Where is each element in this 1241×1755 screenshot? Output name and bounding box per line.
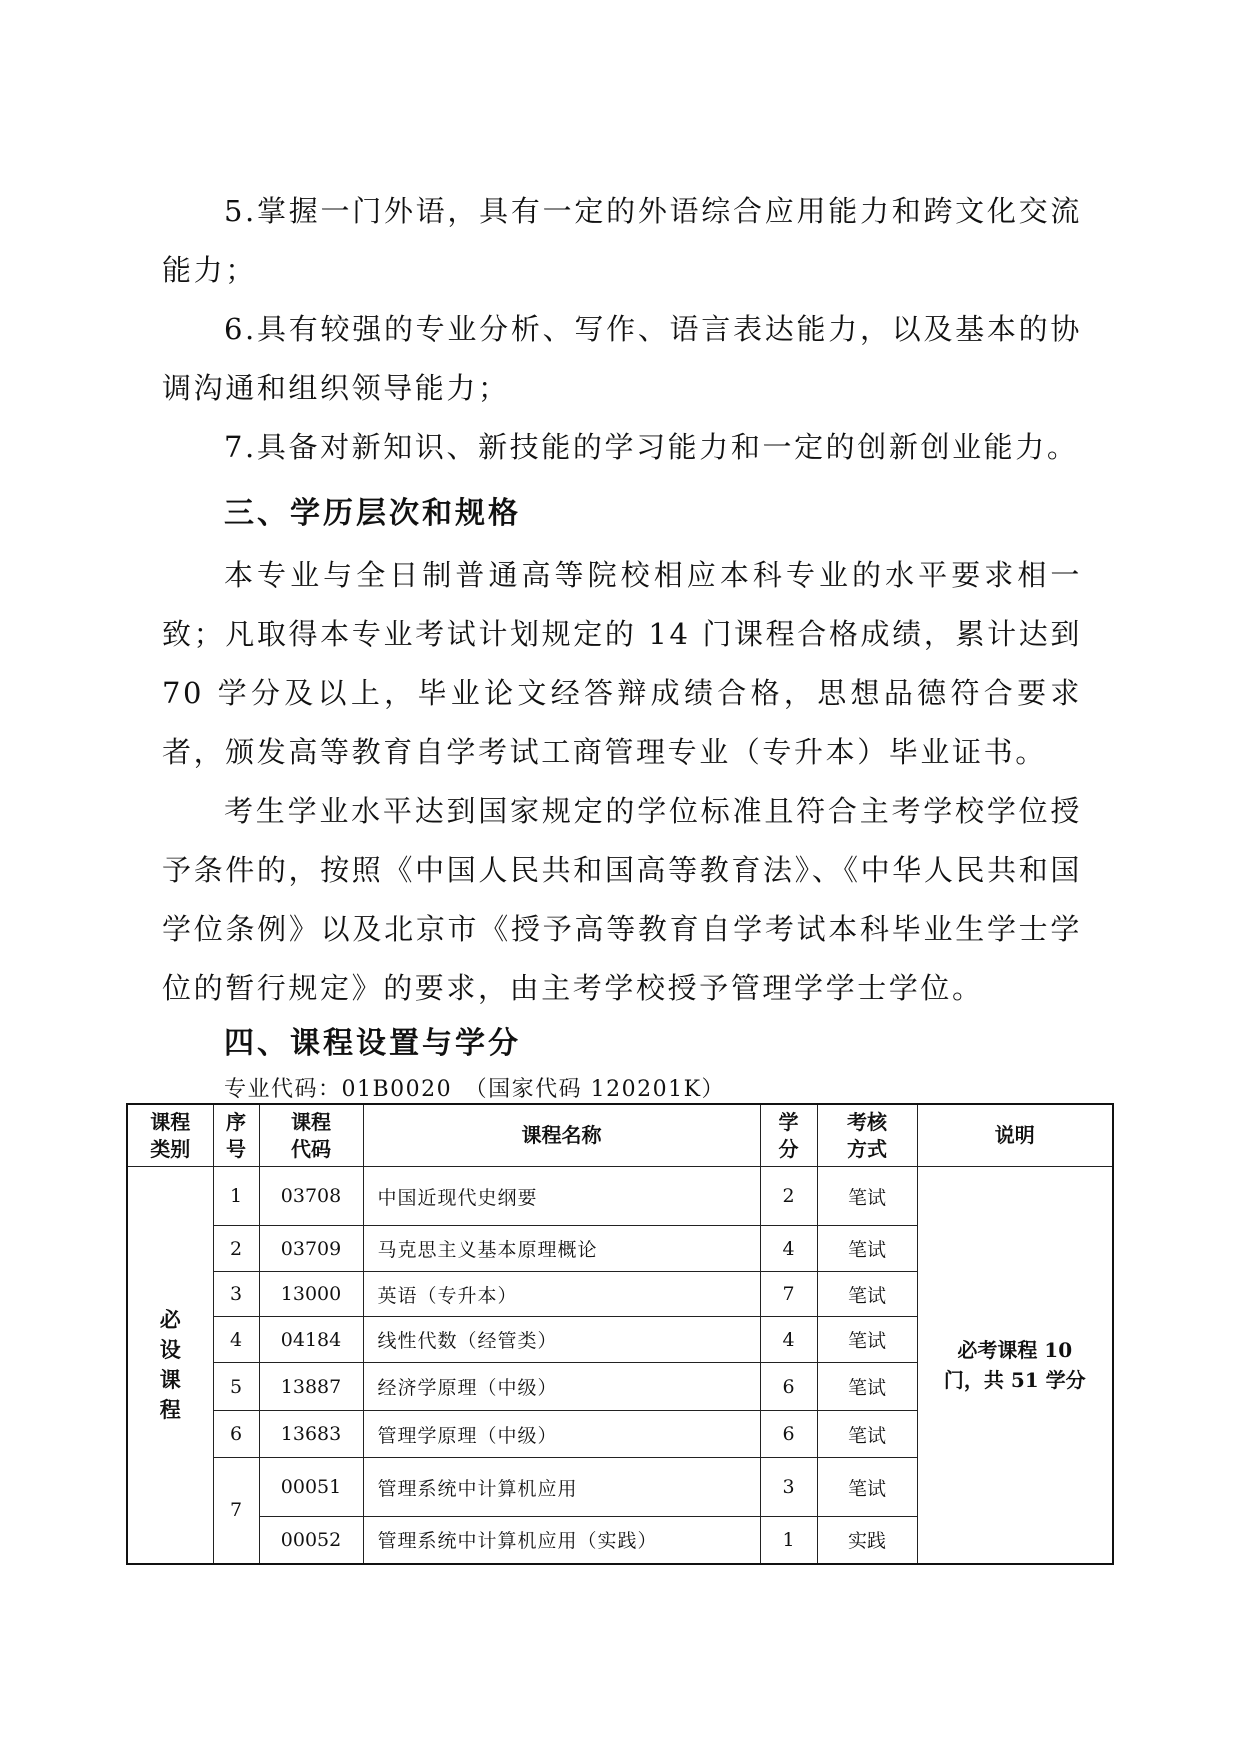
cell-exam: 笔试 <box>817 1272 917 1317</box>
cell-code: 03709 <box>259 1226 363 1272</box>
section-heading-3: 三、学历层次和规格 <box>224 496 521 531</box>
paragraph-item-7: 7.具备对新知识、新技能的学习能力和一定的创新创业能力。 <box>224 430 1079 464</box>
cell-code: 13887 <box>259 1363 363 1411</box>
paragraph-degree-requirements: 本专业与全日制普通高等院校相应本科专业的水平要求相一致；凡取得本专业考试计划规定的 14 门课程合格成绩，累计达到 70 学分及以上，毕业论文经答辩成绩合格，思想品德符合要求者，颁发高等教育自学考试工商管理专业（专升本）毕业证书。 <box>162 558 1082 769</box>
cell-credits: 6 <box>760 1363 817 1411</box>
cell-code: 03708 <box>259 1167 363 1226</box>
cell-code: 13683 <box>259 1411 363 1458</box>
major-code-line: 专业代码：01B0020 （国家代码 120201K） <box>224 1077 726 1102</box>
header-category: 课程类别 <box>127 1104 213 1167</box>
cell-credits: 4 <box>760 1317 817 1363</box>
cell-seq: 3 <box>213 1272 259 1317</box>
cell-seq: 1 <box>213 1167 259 1226</box>
cell-name: 管理学原理（中级） <box>363 1411 760 1458</box>
cell-seq: 7 <box>213 1458 259 1564</box>
cell-exam: 实践 <box>817 1517 917 1564</box>
table-header-row <box>127 1104 1113 1167</box>
cell-credits: 6 <box>760 1411 817 1458</box>
cell-code: 00052 <box>259 1517 363 1564</box>
cell-exam: 笔试 <box>817 1411 917 1458</box>
cell-name: 管理系统中计算机应用 <box>363 1458 760 1517</box>
category-cell <box>127 1167 213 1564</box>
cell-credits: 1 <box>760 1517 817 1564</box>
paragraph-item-5: 5.掌握一门外语，具有一定的外语综合应用能力和跨文化交流能力； <box>162 194 1082 287</box>
header-exam: 考核方式 <box>817 1104 917 1167</box>
note-cell <box>917 1167 1113 1564</box>
cell-exam: 笔试 <box>817 1458 917 1517</box>
cell-code: 00051 <box>259 1458 363 1517</box>
cell-name: 线性代数（经管类） <box>363 1317 760 1363</box>
header-seq: 序号 <box>213 1104 259 1167</box>
category-label: 必设课程 <box>159 1306 181 1422</box>
cell-credits: 2 <box>760 1167 817 1226</box>
cell-credits: 3 <box>760 1458 817 1517</box>
cell-credits: 7 <box>760 1272 817 1317</box>
cell-seq: 6 <box>213 1411 259 1458</box>
cell-exam: 笔试 <box>817 1363 917 1411</box>
cell-exam: 笔试 <box>817 1317 917 1363</box>
cell-exam: 笔试 <box>817 1167 917 1226</box>
header-credits: 学分 <box>760 1104 817 1167</box>
cell-code: 04184 <box>259 1317 363 1363</box>
header-code: 课程代码 <box>259 1104 363 1167</box>
table-row <box>127 1167 1113 1226</box>
cell-seq: 5 <box>213 1363 259 1411</box>
paragraph-degree-award: 考生学业水平达到国家规定的学位标准且符合主考学校学位授予条件的，按照《中国人民共和国高等教育法》、《中华人民共和国学位条例》以及北京市《授予高等教育自学考试本科毕业生学士学位的暂行规定》的要求，由主考学校授予管理学学士学位。 <box>162 794 1082 1005</box>
cell-name: 中国近现代史纲要 <box>363 1167 760 1226</box>
cell-name: 经济学原理（中级） <box>363 1363 760 1411</box>
cell-name: 管理系统中计算机应用（实践） <box>363 1517 760 1564</box>
note-label: 必考课程 10 门，共 51 学分 <box>943 1337 1086 1392</box>
paragraph-item-6: 6.具有较强的专业分析、写作、语言表达能力，以及基本的协调沟通和组织领导能力； <box>162 312 1082 405</box>
header-note: 说明 <box>917 1104 1113 1167</box>
cell-name: 英语（专升本） <box>363 1272 760 1317</box>
cell-code: 13000 <box>259 1272 363 1317</box>
cell-exam: 笔试 <box>817 1226 917 1272</box>
cell-credits: 4 <box>760 1226 817 1272</box>
cell-seq: 4 <box>213 1317 259 1363</box>
header-name: 课程名称 <box>363 1104 760 1167</box>
course-table <box>126 1103 1114 1565</box>
cell-seq: 2 <box>213 1226 259 1272</box>
section-heading-4: 四、课程设置与学分 <box>224 1026 521 1061</box>
cell-name: 马克思主义基本原理概论 <box>363 1226 760 1272</box>
